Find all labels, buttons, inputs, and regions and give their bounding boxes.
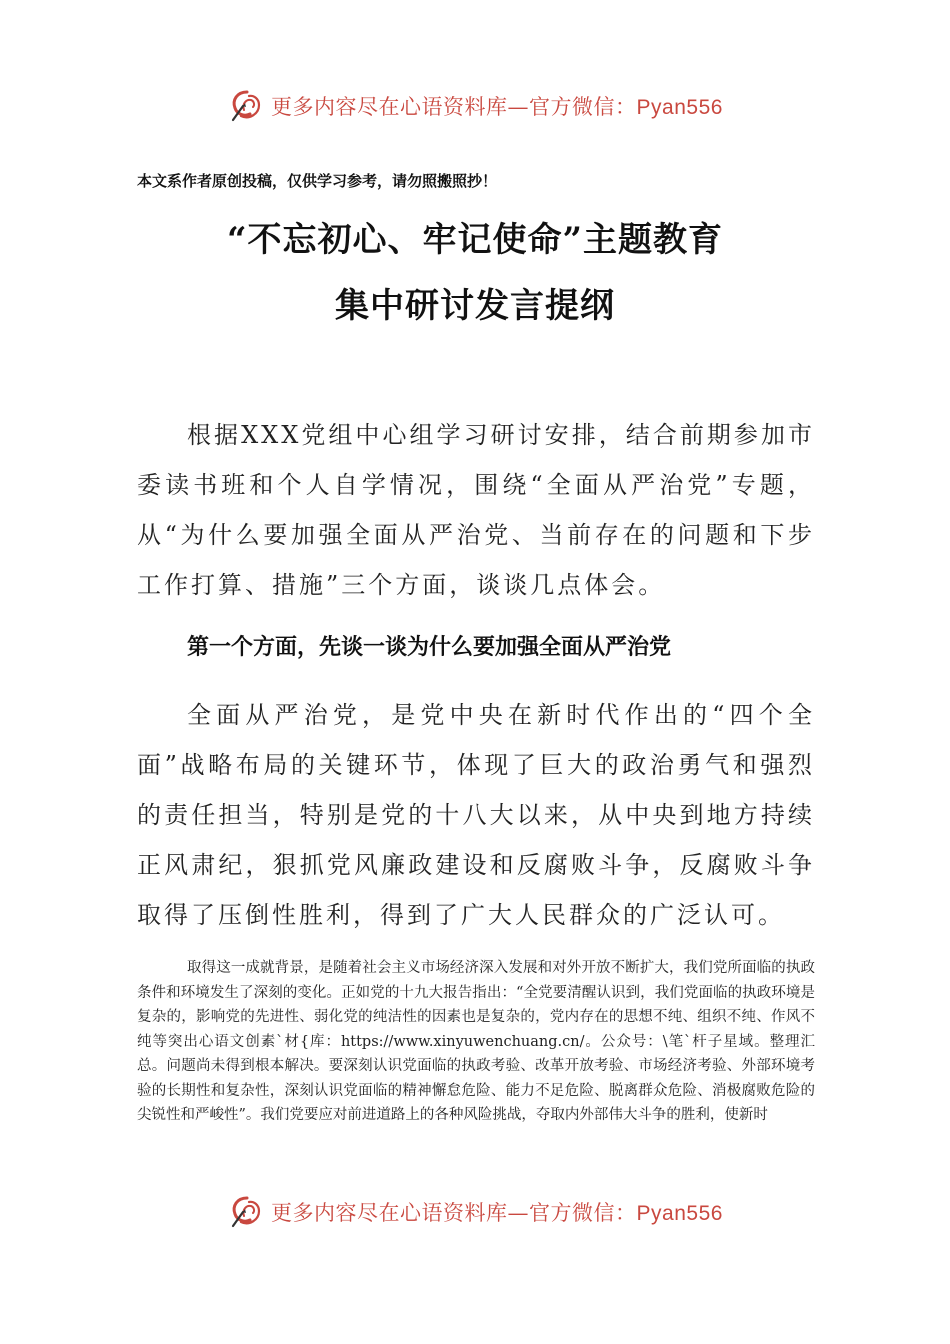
section-1-paragraph-1: 全面从严治党，是党中央在新时代作出的“四个全面”战略布局的关键环节，体现了巨大的政治勇气和强烈的责任担当，特别是党的十八大以来，从中央到地方持续正风肃纪，狠抓党风廉政建设和反腐败斗争，反腐败斗争取得了压倒性胜利，得到了广大人民群众的广泛认可。 <box>137 701 815 929</box>
wechat-id: Pyan556 <box>636 1202 723 1225</box>
wechat-id: Pyan556 <box>636 96 723 119</box>
banner-text: 更多内容尽在心语资料库—官方微信：Pyan556 <box>271 1201 723 1225</box>
footer-banner <box>0 1190 950 1234</box>
section-1-heading: 第一个方面，先谈一谈为什么要加强全面从严治党 <box>187 635 672 660</box>
banner-text: 更多内容尽在心语资料库—官方微信：Pyan556 <box>271 95 723 119</box>
swirl-logo-icon <box>227 1192 267 1232</box>
header-banner <box>0 84 950 128</box>
section-1-paragraph-2: 取得这一成就背景，是随着社会主义市场经济深入发展和对外开放不断扩大，我们党所面临的执政条件和环境发生了深刻的变化。正如党的十九大报告指出：“全党要清醒认识到，我们党面临的执政环境是复杂的，影响党的先进性、弱化党的纯洁性的因素也是复杂的，党内存在的思想不纯、组织不纯、作风不纯等突出心语文创素`材{库：https://www.xinyuwenchuang.cn/。公众号：\笔`杆子星域。整理汇总。问题尚未得到根本解决。要深刻认识党面临的执政考验、改革开放考验、市场经济考验、外部环境考验的长期性和复杂性，深刻认识党面临的精神懈怠危险、能力不足危险、脱离群众危险、消极腐败危险的尖锐性和严峻性”。我们党要应对前进道路上的各种风险挑战，夺取内外部伟大斗争的胜利，使新时 <box>137 960 815 1123</box>
title-line-2: 集中研讨发言提纲 <box>335 286 615 326</box>
title-line-1: “不忘初心、牢记使命”主题教育 <box>226 220 724 260</box>
copyright-notice: 本文系作者原创投稿，仅供学习参考，请勿照搬照抄！ <box>137 172 498 190</box>
swirl-logo-icon <box>227 86 267 126</box>
intro-paragraph: 根据XXX党组中心组学习研讨安排，结合前期参加市委读书班和个人自学情况，围绕“全面从严治党”专题，从“为什么要加强全面从严治党、当前存在的问题和下步工作打算、措施”三个方面，谈谈几点体会。 <box>137 421 815 599</box>
